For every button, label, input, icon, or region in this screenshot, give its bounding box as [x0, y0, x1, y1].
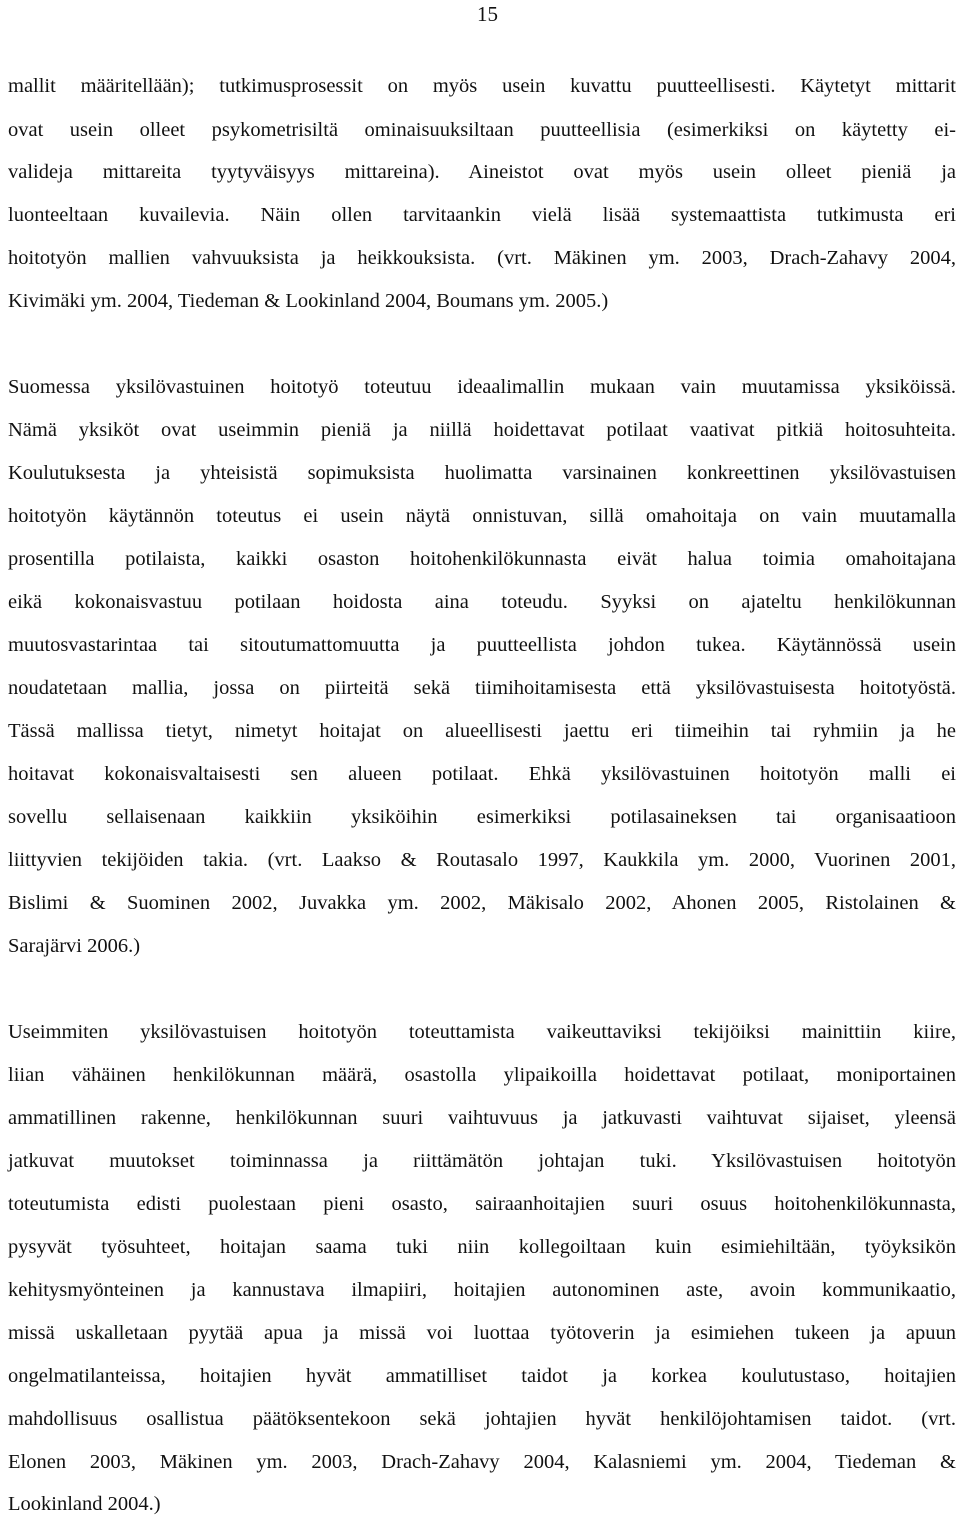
- text-line: mahdollisuus osallistua päätöksentekoon sekä johtajien hyvät henkilöjohtamisen taidot. (vrt.: [8, 1408, 956, 1430]
- text-line: valideja mittareita tyytyväisyys mittareina). Aineistot ovat myös usein olleet pieniä ja: [8, 161, 956, 183]
- text-line: Suomessa yksilövastuinen hoitotyö toteutuu ideaalimallin mukaan vain muutamissa yksiköissä.: [8, 376, 956, 398]
- text-line: kehitysmyönteinen ja kannustava ilmapiiri, hoitajien autonominen aste, avoin kommunikaatio,: [8, 1279, 956, 1301]
- text-line: eikä kokonaisvastuu potilaan hoidosta aina toteudu. Syyksi on ajateltu henkilökunnan: [8, 591, 956, 613]
- text-line: Tässä mallissa tietyt, nimetyt hoitajat on alueellisesti jaettu eri tiimeihin tai ryhmiin ja he: [8, 720, 956, 742]
- text-line: liittyvien tekijöiden takia. (vrt. Laakso & Routasalo 1997, Kaukkila ym. 2000, Vuorinen 2001,: [8, 849, 956, 871]
- text-line: Useimmiten yksilövastuisen hoitotyön toteuttamista vaikeuttaviksi tekijöiksi mainittiin kiire,: [8, 1021, 956, 1043]
- text-line: Lookinland 2004.): [8, 1493, 161, 1515]
- text-line: ovat usein olleet psykometrisiltä ominaisuuksiltaan puutteellisia (esimerkiksi on käytetty ei-: [8, 119, 956, 141]
- text-line: Sarajärvi 2006.): [8, 935, 141, 957]
- text-line: Koulutuksesta ja yhteisistä sopimuksista huolimatta varsinainen konkreettinen yksilövastuisen: [8, 462, 956, 484]
- text-line: pysyvät työsuhteet, hoitajan saama tuki niin kollegoiltaan kuin esimiehiltään, työyksikön: [8, 1236, 956, 1258]
- page-number: 15: [477, 2, 498, 26]
- text-line: hoitavat kokonaisvaltaisesti sen alueen potilaat. Ehkä yksilövastuinen hoitotyön malli ei: [8, 763, 956, 785]
- text-line: hoitotyön mallien vahvuuksista ja heikkouksista. (vrt. Mäkinen ym. 2003, Drach-Zahavy 2004,: [8, 247, 956, 269]
- text-line: liian vähäinen henkilökunnan määrä, osastolla ylipaikoilla hoidettavat potilaat, moniportainen: [8, 1064, 956, 1086]
- text-line: Elonen 2003, Mäkinen ym. 2003, Drach-Zahavy 2004, Kalasniemi ym. 2004, Tiedeman &: [8, 1451, 956, 1473]
- text-line: Kivimäki ym. 2004, Tiedeman & Lookinland 2004, Boumans ym. 2005.): [8, 290, 609, 312]
- text-line: ongelmatilanteissa, hoitajien hyvät ammatilliset taidot ja korkea koulutustaso, hoitajien: [8, 1365, 956, 1387]
- text-line: missä uskalletaan pyytää apua ja missä voi luottaa työtoverin ja esimiehen tukeen ja apuun: [8, 1322, 956, 1344]
- text-line: muutosvastarintaa tai sitoutumattomuutta ja puutteellista johdon tukea. Käytännössä usein: [8, 634, 956, 656]
- text-line: Nämä yksiköt ovat useimmin pieniä ja niillä hoidettavat potilaat vaativat pitkiä hoitosuhteita.: [8, 419, 956, 441]
- text-line: noudatetaan mallia, jossa on piirteitä sekä tiimihoitamisesta että yksilövastuisesta hoitotyöstä.: [8, 677, 956, 699]
- text-line: prosentilla potilaista, kaikki osaston hoitohenkilökunnasta eivät halua toimia omahoitajana: [8, 548, 956, 570]
- text-line: mallit määritellään); tutkimusprosessit on myös usein kuvattu puutteellisesti. Käytetyt mittarit: [8, 75, 956, 97]
- text-line: hoitotyön käytännön toteutus ei usein näytä onnistuvan, sillä omahoitaja on vain muutamalla: [8, 505, 956, 527]
- text-line: ammatillinen rakenne, henkilökunnan suuri vaihtuvuus ja jatkuvasti vaihtuvat sijaiset, yleensä: [8, 1107, 956, 1129]
- text-line: luonteeltaan kuvailevia. Näin ollen tarvitaankin vielä lisää systemaattista tutkimusta eri: [8, 204, 956, 226]
- text-line: Bislimi & Suominen 2002, Juvakka ym. 2002, Mäkisalo 2002, Ahonen 2005, Ristolainen &: [8, 892, 956, 914]
- text-line: toteutumista edisti puolestaan pieni osasto, sairaanhoitajien suuri osuus hoitohenkilökunnasta,: [8, 1193, 956, 1215]
- text-line: jatkuvat muutokset toiminnassa ja riittämätön johtajan tuki. Yksilövastuisen hoitotyön: [8, 1150, 956, 1172]
- text-line: sovellu sellaisenaan kaikkiin yksiköihin esimerkiksi potilasaineksen tai organisaatioon: [8, 806, 956, 828]
